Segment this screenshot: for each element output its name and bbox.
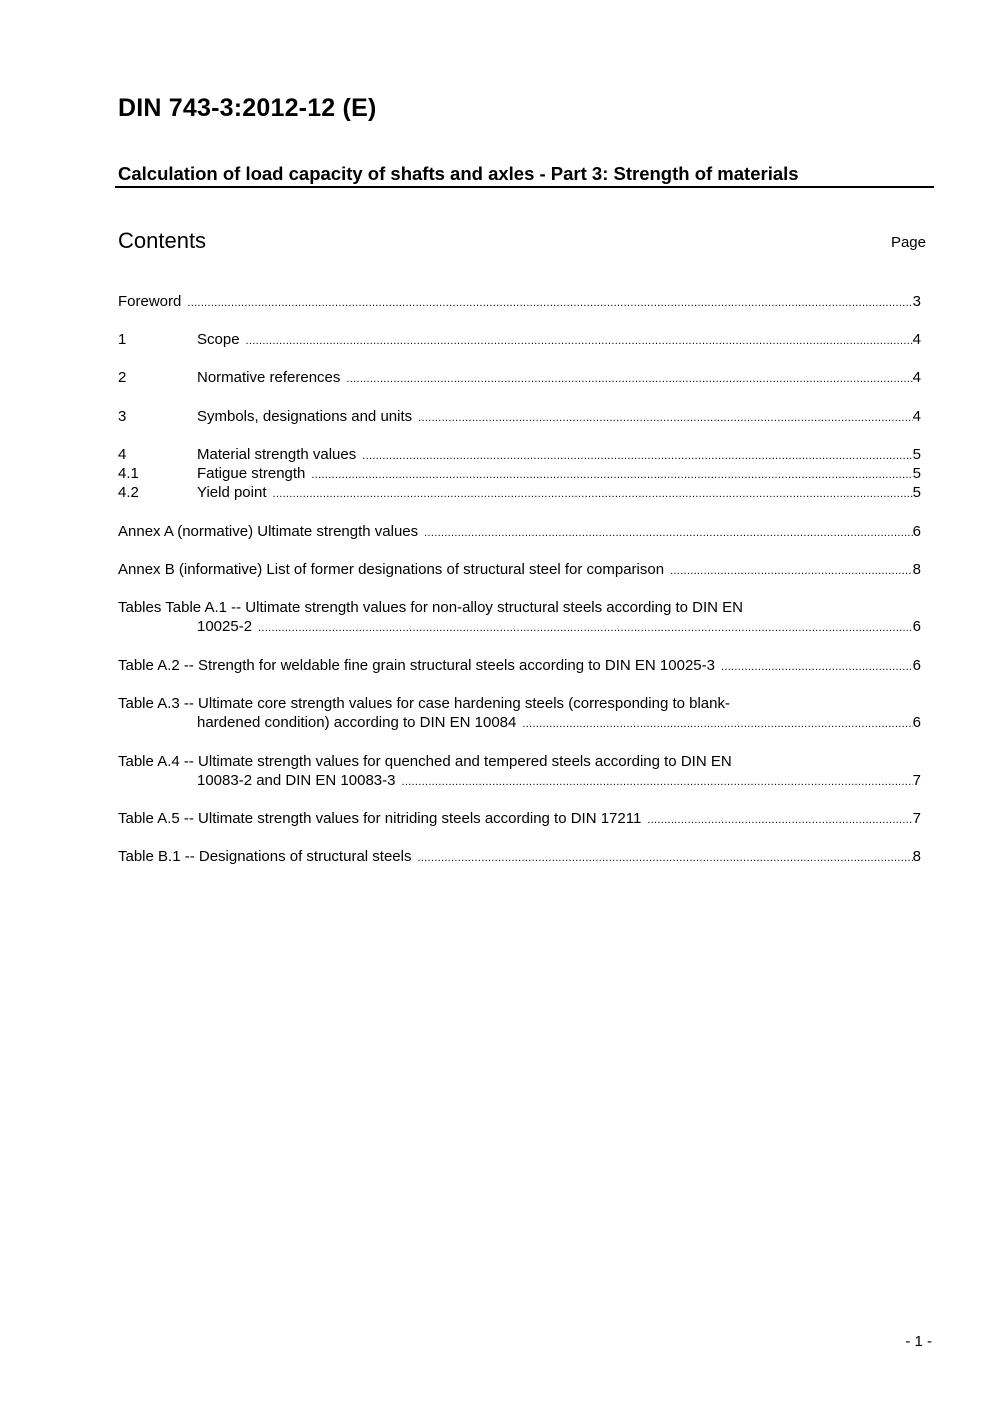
toc-entry-title: Material strength values xyxy=(197,446,357,463)
toc-entry-table-a3[interactable]: Table A.3 -- Ultimate core strength values for case hardening steels (corresponding to blank- xyxy=(118,695,730,712)
toc-entry-page: 3 xyxy=(912,293,921,310)
toc-entry-title: Fatigue strength xyxy=(197,465,306,482)
toc-dot-leader xyxy=(522,715,912,734)
toc-entry-title: Foreword xyxy=(118,293,182,310)
toc-entry-scope[interactable] xyxy=(118,330,921,349)
page-number: - 1 - xyxy=(905,1333,932,1350)
toc-entry-page: 5 xyxy=(912,465,921,482)
document-id: DIN 743-3:2012-12 (E) xyxy=(118,94,377,122)
toc-entry-title: Scope xyxy=(197,331,240,348)
toc-entry-page: 6 xyxy=(912,523,921,540)
toc-dot-leader xyxy=(346,370,912,389)
toc-dot-leader xyxy=(647,811,912,830)
toc-entry-annex-a[interactable] xyxy=(118,522,921,541)
toc-entry-number: 4.1 xyxy=(118,465,139,482)
toc-entry-page: 4 xyxy=(912,408,921,425)
toc-entry-symbols[interactable] xyxy=(118,407,921,426)
toc-entry-table-a4-continued[interactable] xyxy=(197,771,921,790)
toc-entry-yield-point[interactable] xyxy=(118,483,921,502)
toc-dot-leader xyxy=(424,524,913,543)
toc-dot-leader xyxy=(670,562,913,581)
toc-entry-number: 2 xyxy=(118,369,127,386)
toc-entry-title: Yield point xyxy=(197,484,267,501)
toc-entry-title: Table B.1 -- Designations of structural steels xyxy=(118,848,412,865)
toc-entry-annex-b[interactable] xyxy=(118,560,921,579)
toc-entry-table-a1[interactable]: Tables Table A.1 -- Ultimate strength values for non-alloy structural steels according to DIN EN xyxy=(118,599,744,616)
page-column-heading: Page xyxy=(890,234,926,251)
toc-entry-foreword[interactable] xyxy=(118,292,921,311)
toc-dot-leader xyxy=(258,619,913,638)
toc-entry-number: 4 xyxy=(118,446,127,463)
toc-dot-leader xyxy=(273,485,913,504)
toc-entry-title: Normative references xyxy=(197,369,341,386)
toc-dot-leader xyxy=(401,773,912,792)
toc-entry-page: 7 xyxy=(912,810,921,827)
toc-dot-leader xyxy=(187,294,912,313)
toc-entry-page: 6 xyxy=(912,714,921,731)
toc-entry-page: 8 xyxy=(912,561,921,578)
toc-entry-number: 4.2 xyxy=(118,484,139,501)
toc-entry-page: 8 xyxy=(912,848,921,865)
toc-entry-title: Table A.2 -- Strength for weldable fine grain structural steels according to DIN EN 10025-3 xyxy=(118,657,715,674)
toc-entry-page: 4 xyxy=(912,369,921,386)
toc-entry-title: Symbols, designations and units xyxy=(197,408,413,425)
document-title: Calculation of load capacity of shafts and axles - Part 3: Strength of materials xyxy=(118,163,799,184)
toc-entry-number: 3 xyxy=(118,408,127,425)
toc-entry-material-strength[interactable] xyxy=(118,445,921,464)
toc-dot-leader xyxy=(417,849,912,868)
toc-entry-page: 5 xyxy=(912,484,921,501)
toc-dot-leader xyxy=(246,332,913,351)
toc-entry-normative-references[interactable] xyxy=(118,368,921,387)
toc-entry-page: 7 xyxy=(912,772,921,789)
toc-entry-title: Table A.5 -- Ultimate strength values for nitriding steels according to DIN 17211 xyxy=(118,810,642,827)
toc-entry-number: 1 xyxy=(118,331,127,348)
toc-entry-title-continued: 10025-2 xyxy=(197,618,253,635)
contents-heading: Contents xyxy=(118,228,207,253)
toc-entry-page: 6 xyxy=(912,618,921,635)
toc-entry-table-a4[interactable]: Table A.4 -- Ultimate strength values for quenched and tempered steels according to DIN EN xyxy=(118,753,732,770)
toc-entry-table-a5[interactable] xyxy=(118,809,921,828)
toc-dot-leader xyxy=(721,658,913,677)
toc-entry-title-continued: 10083-2 and DIN EN 10083-3 xyxy=(197,772,396,789)
toc-entry-table-a3-continued[interactable] xyxy=(197,713,921,732)
toc-entry-page: 5 xyxy=(912,446,921,463)
toc-entry-table-a1-continued[interactable] xyxy=(197,617,921,636)
toc-entry-page: 6 xyxy=(912,657,921,674)
toc-entry-fatigue-strength[interactable] xyxy=(118,464,921,483)
toc-entry-table-b1[interactable] xyxy=(118,847,921,866)
toc-entry-title: Annex A (normative) Ultimate strength values xyxy=(118,523,419,540)
toc-dot-leader xyxy=(418,409,913,428)
toc-entry-page: 4 xyxy=(912,331,921,348)
toc-entry-title: Annex B (informative) List of former designations of structural steel for comparison xyxy=(118,561,665,578)
title-rule xyxy=(115,186,934,188)
toc-entry-table-a2[interactable] xyxy=(118,656,921,675)
toc-entry-title-continued: hardened condition) according to DIN EN 10084 xyxy=(197,714,517,731)
